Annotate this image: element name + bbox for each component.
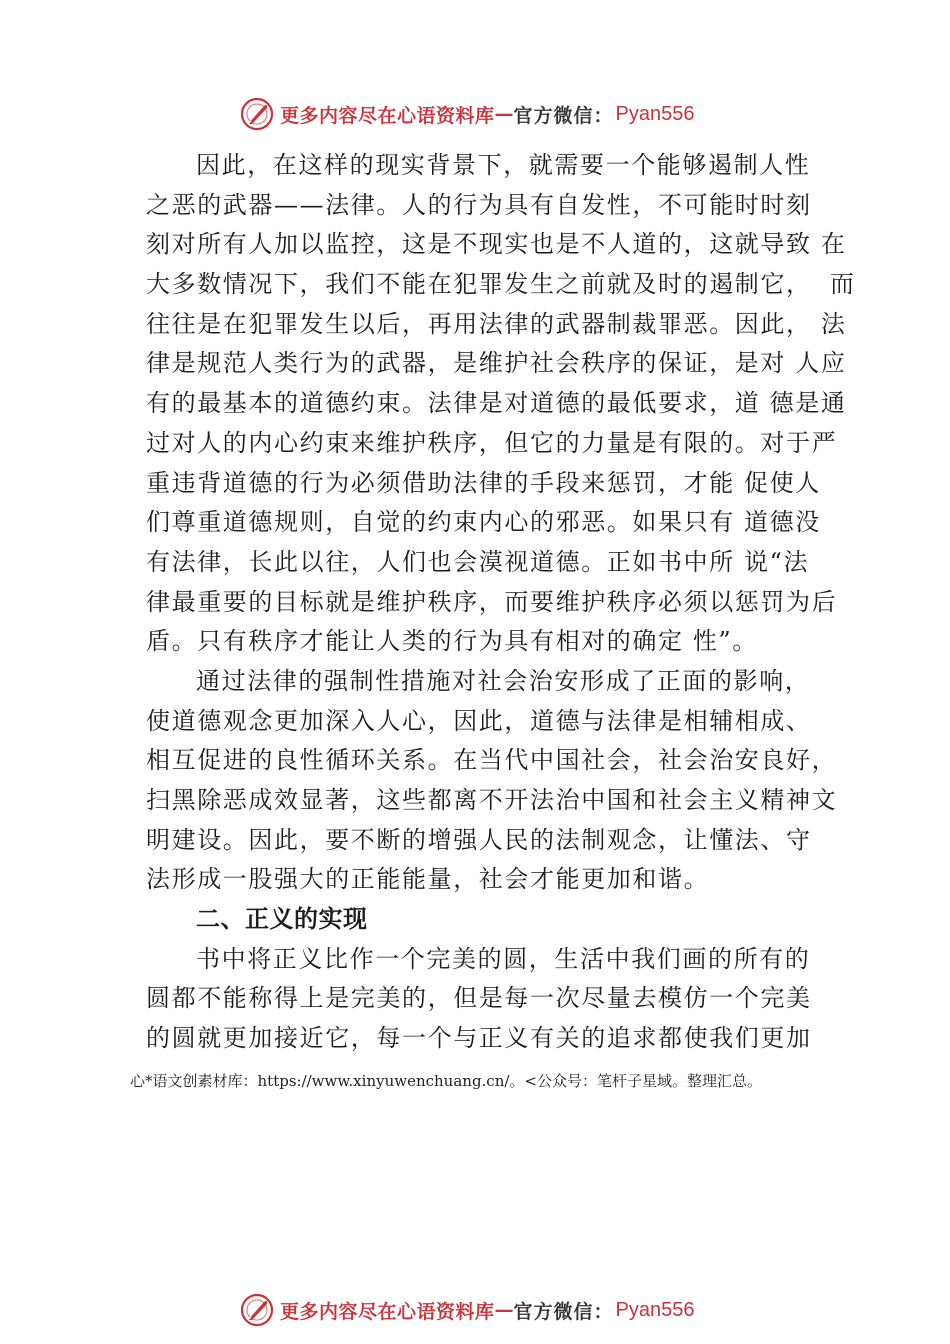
footer-banner <box>240 1290 695 1330</box>
section-heading: 二、正义的实现 <box>196 905 368 934</box>
text-line: 律是规范人类行为的武器，是维护社会秩序的保证，是对 人应 <box>146 349 847 378</box>
text-line: 明建设。因此，要不断的增强人民的法制观念，让懂法、守 <box>146 825 812 854</box>
text-line: 的圆就更加接近它，每一个与正义有关的追求都使我们更加 <box>146 1024 812 1053</box>
text-line: 过对人的内心约束来维护秩序，但它的力量是有限的。对于严 <box>146 428 838 457</box>
text-line: 们尊重道德规则，自觉的约束内心的邪恶。如果只有 道德没 <box>146 508 821 537</box>
text-line: 之恶的武器——法律。人的行为具有自发性，不可能时时刻 <box>146 190 812 219</box>
text-line: 往往是在犯罪发生以后，再用法律的武器制裁罪恶。因此， 法 <box>146 309 847 338</box>
text-line: 使道德观念更加深入人心，因此，道德与法律是相辅相成、 <box>146 706 812 735</box>
text-line: 法形成一股强大的正能能量，社会才能更加和谐。 <box>146 865 710 894</box>
banner-dash: — <box>494 103 514 125</box>
quill-pen-logo-icon <box>240 1293 274 1327</box>
text-line: 书中将正义比作一个完美的圆，生活中我们画的所有的 <box>196 944 811 973</box>
document-body <box>146 146 856 1059</box>
banner-site-name: 更多内容尽在心语资料库 <box>280 1300 495 1323</box>
text-line: 扫黑除恶成效显著，这些都离不开法治中国和社会主义精神文 <box>146 786 838 814</box>
source-note: 心*语文创素材库：https://www.xinyuwenchuang.cn/。<公众号：笔杆子星域。整理汇总。 <box>130 1072 762 1090</box>
text-line: 通过法律的强制性措施对社会治安形成了正面的影响， <box>196 666 811 695</box>
text-line: 刻对所有人加以监控，这是不现实也是不人道的，这就导致 在 <box>146 230 847 259</box>
banner-wechat-id: Pyan556 <box>615 1298 695 1321</box>
text-line: 盾。只有秩序才能让人类的行为具有相对的确定 性”。 <box>146 627 758 656</box>
text-line: 有法律，长此以往，人们也会漠视道德。正如书中所 说“法 <box>146 547 810 576</box>
header-banner <box>240 94 695 134</box>
text-line: 圆都不能称得上是完美的，但是每一次尽量去模仿一个完美 <box>146 984 812 1013</box>
text-line: 因此，在这样的现实背景下，就需要一个能够遏制人性 <box>196 151 811 179</box>
text-line: 律最重要的目标就是维护秩序，而要维护秩序必须以惩罚为后 <box>146 587 838 616</box>
banner-wechat-id: Pyan556 <box>615 102 695 125</box>
text-line: 相互促进的良性循环关系。在当代中国社会，社会治安良好， <box>146 746 838 775</box>
quill-pen-logo-icon <box>240 97 274 131</box>
banner-site-name: 更多内容尽在心语资料库 <box>280 104 495 127</box>
banner-wechat-label: 官方微信： <box>513 1300 614 1323</box>
text-line: 有的最基本的道德约束。法律是对道德的最低要求，道 德是通 <box>146 389 847 418</box>
text-line: 重违背道德的行为必须借助法律的手段来惩罚，才能 促使人 <box>146 468 821 497</box>
text-line: 大多数情况下，我们不能在犯罪发生之前就及时的遏制它， 而 <box>146 270 856 299</box>
banner-dash: — <box>494 1299 514 1321</box>
banner-wechat-label: 官方微信： <box>513 104 614 127</box>
